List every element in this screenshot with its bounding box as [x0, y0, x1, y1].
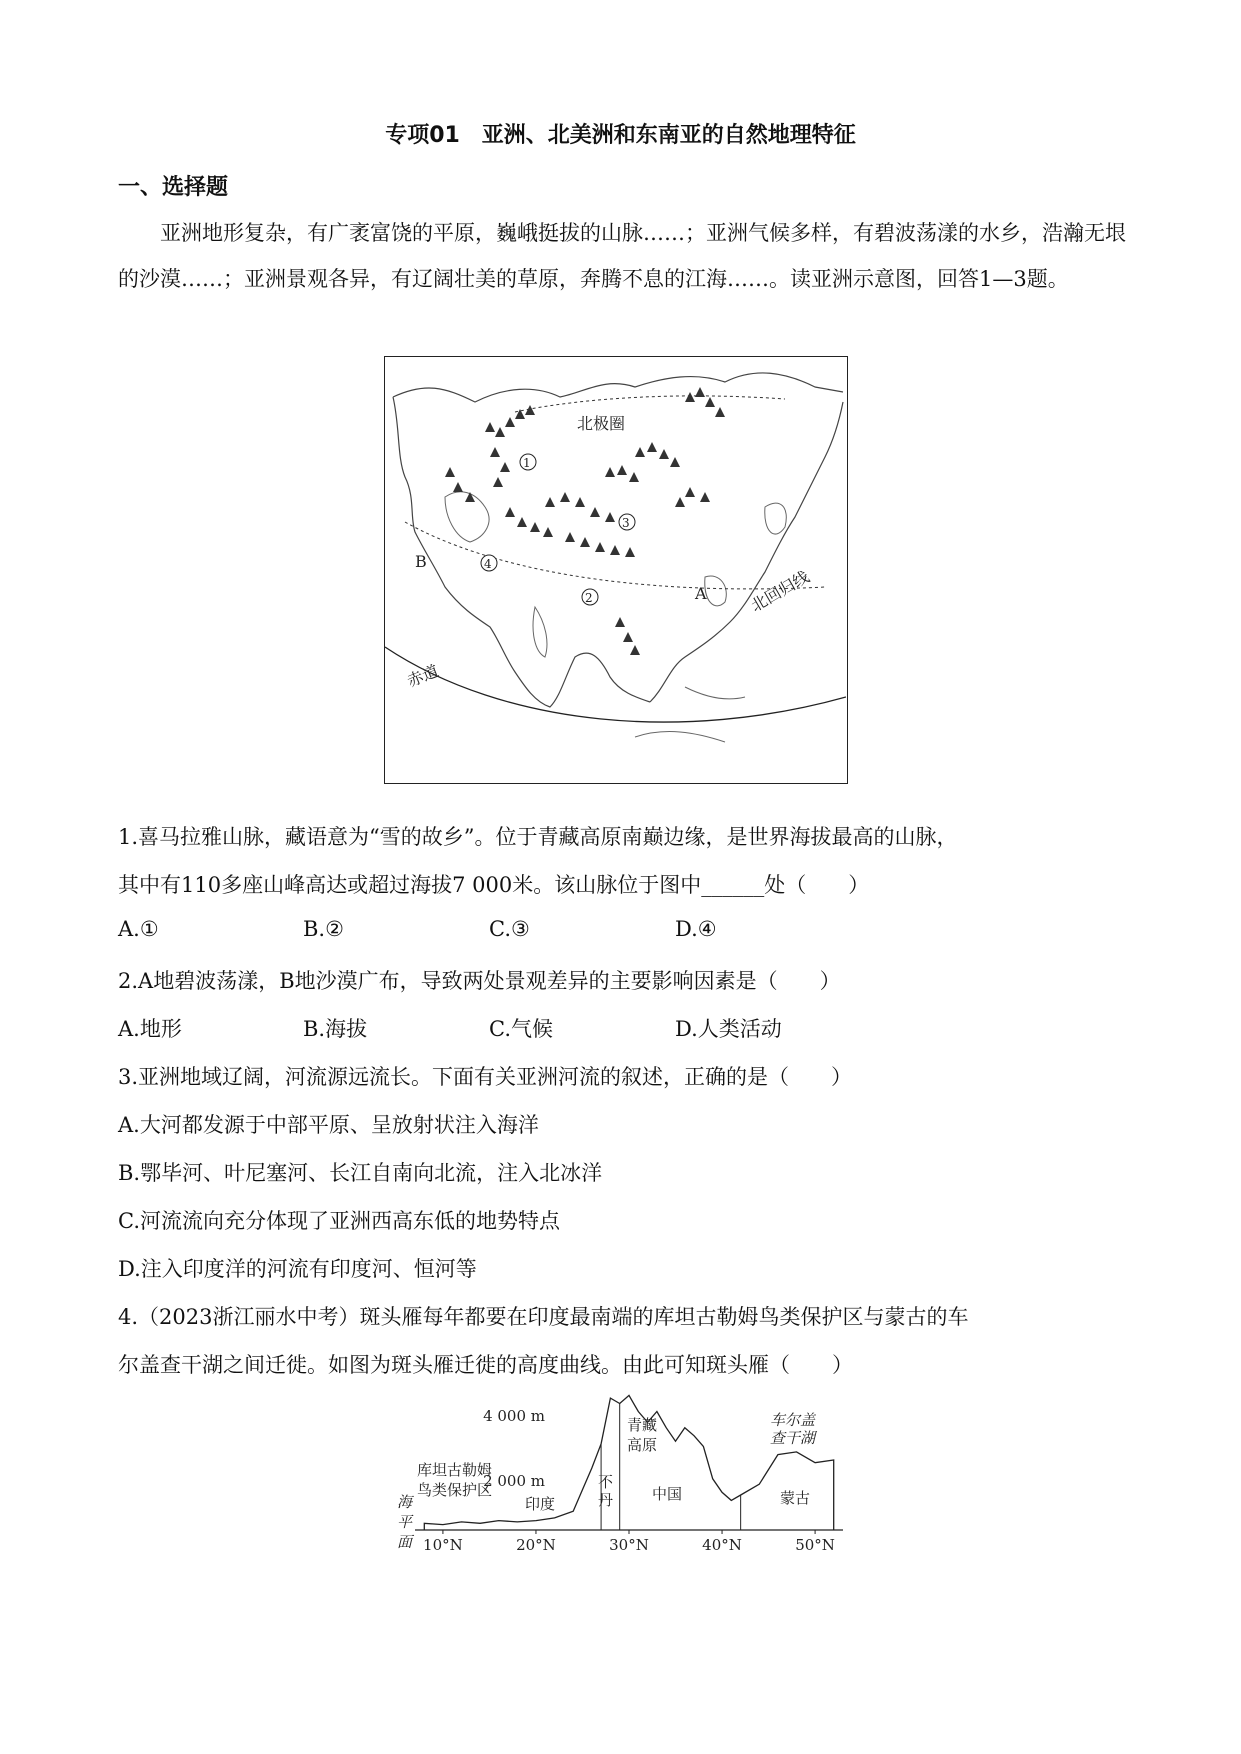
- q2-option-b[interactable]: B.海拔: [303, 1017, 368, 1041]
- q1-option-b[interactable]: B.②: [303, 917, 344, 941]
- q3-option-a[interactable]: A.大河都发源于中部平原、呈放射状注入海洋: [118, 1113, 539, 1137]
- region-label-plateau-2: 高原: [627, 1436, 658, 1454]
- svg-text:2: 2: [585, 591, 593, 605]
- tropic-cancer-line: [405, 522, 825, 589]
- q4-line-2: 尔盖查干湖之间迁徙。如图为斑头雁迁徙的高度曲线。由此可知斑头雁（ ）: [118, 1353, 853, 1377]
- svg-text:3: 3: [622, 516, 630, 530]
- y-axis-label-char: 海: [397, 1493, 413, 1511]
- q2-line: 2.A地碧波荡漾，B地沙漠广布，导致两处景观差异的主要影响因素是（ ）: [118, 969, 841, 993]
- label-a: A: [695, 584, 707, 603]
- region-label-lake-2: 查干湖: [770, 1429, 816, 1447]
- q3-line: 3.亚洲地域辽阔，河流源远流长。下面有关亚洲河流的叙述，正确的是（ ）: [118, 1065, 853, 1089]
- asia-map: [384, 356, 848, 784]
- q1-option-d[interactable]: D.④: [675, 917, 717, 941]
- india-outline: [533, 607, 547, 657]
- altitude-chart-svg: [385, 1385, 855, 1560]
- region-label-bhutan-2: 丹: [598, 1491, 614, 1509]
- x-tick-label: 50°N: [795, 1536, 835, 1554]
- q2-option-c[interactable]: C.气候: [489, 1017, 553, 1041]
- korea-outline: [705, 576, 727, 606]
- q2-option-a[interactable]: A.地形: [118, 1017, 182, 1041]
- svg-text:1: 1: [523, 456, 531, 470]
- region-label-kutan-2: 鸟类保护区: [417, 1481, 493, 1499]
- q1-line-1: 1.喜马拉雅山脉，藏语意为“雪的故乡”。位于青藏高原南巅边缘，是世界海拔最高的山脉，: [118, 825, 958, 849]
- q1-option-c[interactable]: C.③: [489, 917, 530, 941]
- region-label-india: 印度: [525, 1495, 556, 1513]
- y-tick-label: 2 000 m: [483, 1472, 545, 1490]
- region-label-bhutan-1: 不: [598, 1473, 614, 1491]
- x-tick-label: 10°N: [423, 1536, 463, 1554]
- marker-1: [520, 454, 536, 470]
- label-tropic-cancer: 北回归线: [747, 567, 813, 616]
- marker-2: [582, 589, 598, 605]
- y-axis-label-char: 平: [397, 1513, 413, 1531]
- region-label-china: 中国: [652, 1485, 683, 1503]
- region-label-kutan-1: 库坦古勒姆: [417, 1461, 493, 1479]
- section-heading: 一、选择题: [118, 175, 229, 200]
- marker-4: [481, 555, 497, 571]
- label-b: B: [415, 552, 427, 571]
- x-tick-label: 30°N: [609, 1536, 649, 1554]
- q3-option-b[interactable]: B.鄂毕河、叶尼塞河、长江自南向北流，注入北冰洋: [118, 1161, 603, 1185]
- label-equator: 赤道: [404, 661, 442, 691]
- islands-outline: [635, 687, 745, 742]
- region-label-mongolia: 蒙古: [780, 1489, 811, 1507]
- x-tick-label: 20°N: [516, 1536, 556, 1554]
- q4-line-1: 4.（2023浙江丽水中考）斑头雁每年都要在印度最南端的库坦古勒姆鸟类保护区与蒙古的车: [118, 1305, 969, 1329]
- region-label-plateau-1: 青藏: [627, 1416, 658, 1434]
- migration-altitude-chart: [385, 1385, 855, 1560]
- y-axis-label: [397, 1493, 415, 1551]
- region-label-lake-1: 车尔盖: [770, 1411, 816, 1429]
- q2-option-d[interactable]: D.人类活动: [675, 1017, 782, 1041]
- q1-option-a[interactable]: A.①: [118, 917, 159, 941]
- japan-outline: [765, 503, 787, 534]
- svg-text:4: 4: [484, 557, 492, 571]
- q3-option-c[interactable]: C.河流流向充分体现了亚洲西高东低的地势特点: [118, 1209, 560, 1233]
- arctic-circle-line: [515, 396, 785, 412]
- intro-paragraph: 亚洲地形复杂，有广袤富饶的平原，巍峨挺拔的山脉……；亚洲气候多样，有碧波荡漾的水乡，浩瀚无垠的沙漠……；亚洲景观各异，有辽阔壮美的草原，奔腾不息的江海……。读亚洲示意图，回答1—3题。: [118, 221, 1126, 291]
- marker-3: [619, 514, 635, 530]
- y-tick-label: 4 000 m: [483, 1407, 545, 1425]
- q1-line-2: 其中有110多座山峰高达或超过海拔7 000米。该山脉位于图中______处（ ）: [118, 873, 870, 897]
- x-tick-label: 40°N: [702, 1536, 742, 1554]
- page-title: 专项01 亚洲、北美洲和东南亚的自然地理特征: [385, 123, 856, 148]
- x-tick-group: [423, 1530, 835, 1554]
- label-arctic-circle: 北极圈: [577, 414, 626, 433]
- q3-option-d[interactable]: D.注入印度洋的河流有印度河、恒河等: [118, 1257, 477, 1281]
- y-axis-label-char: 面: [397, 1533, 413, 1551]
- asia-map-drawing: [385, 357, 846, 782]
